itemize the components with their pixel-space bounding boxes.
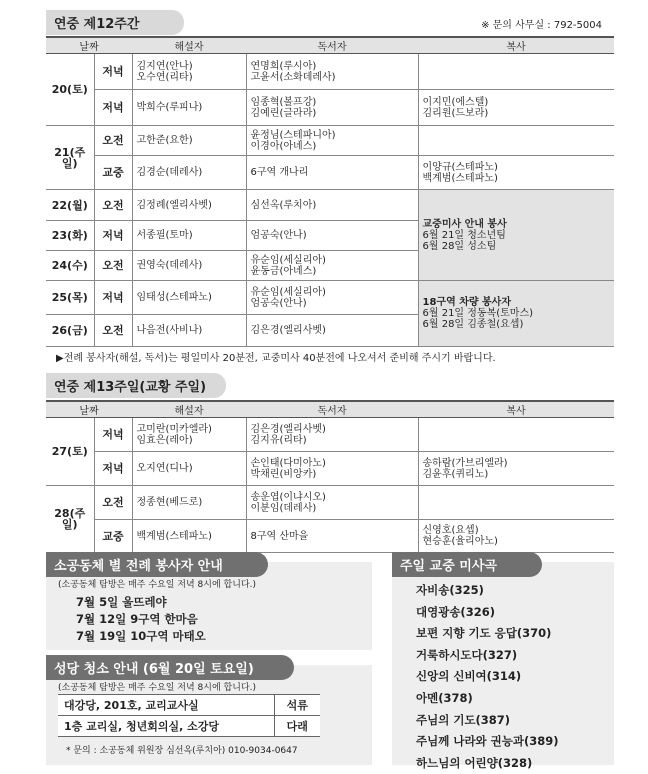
- table-row: 26(금) 오전 나음전(사비나) 김은경(엘리사벳): [46, 315, 614, 347]
- list-item: 7월 5일 울뜨레야: [76, 595, 167, 609]
- cleaning-note: (소공동체 탐방은 매주 수요일 저녁 8시에 합니다.): [58, 683, 256, 693]
- col-readers: 독서자: [246, 37, 418, 54]
- cleaning-table: [58, 694, 320, 737]
- list-item: 주님의 기도(387): [416, 712, 511, 727]
- week13-schedule-table: 날짜 해설자 독서자 복사 27(토) 저녁 고미란(미카엘라) 임효은(레아) 김은경(엘리사벳) 김지유(리타) 저녁 오지연(디나) 손인태(다미아노) 박채린(비앙카) 송하람(가브리엘라) 김윤후(퀴리노) 28(주일) 오전 정종현(베드로) 송운엽(이냐시오) 이분임(데레사) 교중 백계범(스테파노) 8구역 산마을 신영호(요셉) 현승훈(율리아노): [46, 400, 614, 553]
- table-row: 28(주일) 오전 정종현(베드로) 송운엽(이냐시오) 이분임(데레사): [46, 486, 614, 520]
- list-item: 주님께 나라와 권능과(389): [416, 734, 559, 749]
- community-note: (소공동체 탐방은 매주 수요일 저녁 8시에 합니다.): [58, 580, 256, 590]
- col-server: 복사: [418, 37, 614, 54]
- table-row: 교중 백계범(스테파노) 8구역 산마을 신영호(요셉) 현승훈(율리아노): [46, 520, 614, 553]
- service-ushers: 교중미사 안내 봉사 6월 21일 청소년팀 6월 28일 성소팀: [418, 190, 614, 281]
- table-row: 교중 김경순(데레사) 6구역 개나리 이양규(스테파노) 백계범(스테파노): [46, 156, 614, 190]
- table-row: 20(토) 저녁 김지연(안나) 오수연(리타) 연명희(루시아) 고윤서(소화데레사): [46, 54, 614, 90]
- list-item: 보편 지향 기도 응답(370): [416, 626, 552, 641]
- list-item: 거룩하시도다(327): [416, 647, 518, 662]
- week12-schedule-table: [46, 36, 614, 347]
- table-row: 23(화) 저녁 서종필(토마) 엄공숙(안나): [46, 221, 614, 251]
- table-row: 저녁 박희수(루피나) 임종혁(볼프강) 김예린(글라라) 이지민(에스텔) 김리원(드보라): [46, 90, 614, 126]
- week12-note: ▶전례 봉사자(해설, 독서)는 평일미사 20분전, 교중미사 40분전에 나오셔서 준비해 주시기 바랍니다.: [56, 353, 496, 364]
- cleaning-contact: * 문의 : 소공동체 위원장 심선옥(루치아) 010-9034-0647: [66, 746, 298, 756]
- list-item: 자비송(325): [416, 583, 484, 597]
- cleaning-title: 성당 청소 안내 (6월 20일 토요일): [46, 655, 294, 680]
- table-row: 대강당, 201호, 교리교사실 석류: [58, 695, 320, 716]
- list-item: 하느님의 어린양(328): [416, 755, 533, 770]
- week13-title: 연중 제13주일(교황 주일): [46, 373, 226, 398]
- table-row: 25(목) 저녁 임태성(스테파노) 유순임(세실리아) 엄공숙(안나) 18구역 차량 봉사자 6월 21일 정동복(토마스) 6월 28일 김종철(요셉): [46, 281, 614, 315]
- list-item: 신앙의 신비여(314): [416, 669, 522, 684]
- community-title: 소공동체 별 전례 봉사자 안내: [46, 552, 268, 577]
- cleaning-table-wrap: [58, 694, 320, 737]
- table-row: 1층 교리실, 청년회의실, 소강당 다래: [58, 716, 320, 737]
- list-item: 7월 12일 9구역 한마음: [76, 612, 198, 626]
- col-date: 날짜: [46, 37, 132, 54]
- table-row: 저녁 오지연(디나) 손인태(다미아노) 박채린(비앙카) 송하람(가브리엘라) 김윤후(퀴리노): [46, 452, 614, 486]
- table-row: 21(주일) 오전 고한준(요한) 윤정님(스테파니아) 이경아(아녜스): [46, 126, 614, 156]
- community-list: [76, 594, 206, 645]
- table-row: 24(수) 오전 권영숙(데레사) 유순임(세실리아) 윤동금(아녜스): [46, 251, 614, 281]
- hymns-title: 주일 교중 미사곡: [392, 552, 542, 577]
- office-inquiry: ※ 문의 사무실 : 792-5004: [481, 20, 602, 31]
- table-row: 27(토) 저녁 고미란(미카엘라) 임효은(레아) 김은경(엘리사벳) 김지유(리타): [46, 418, 614, 452]
- table-row: 22(월) 오전 김정례(엘리사벳) 심선옥(루치아) 교중미사 안내 봉사 6월 21일 청소년팀 6월 28일 성소팀: [46, 190, 614, 221]
- service-vehicle: 18구역 차량 봉사자 6월 21일 정동복(토마스) 6월 28일 김종철(요셉): [418, 281, 614, 347]
- list-item: 7월 19일 10구역 마태오: [76, 629, 206, 643]
- week12-title: 연중 제12주간: [46, 10, 184, 35]
- list-item: 아멘(378): [416, 690, 473, 705]
- hymns-list: [416, 580, 559, 774]
- list-item: 대영광송(326): [416, 604, 495, 619]
- col-narrator: 해설자: [132, 37, 246, 54]
